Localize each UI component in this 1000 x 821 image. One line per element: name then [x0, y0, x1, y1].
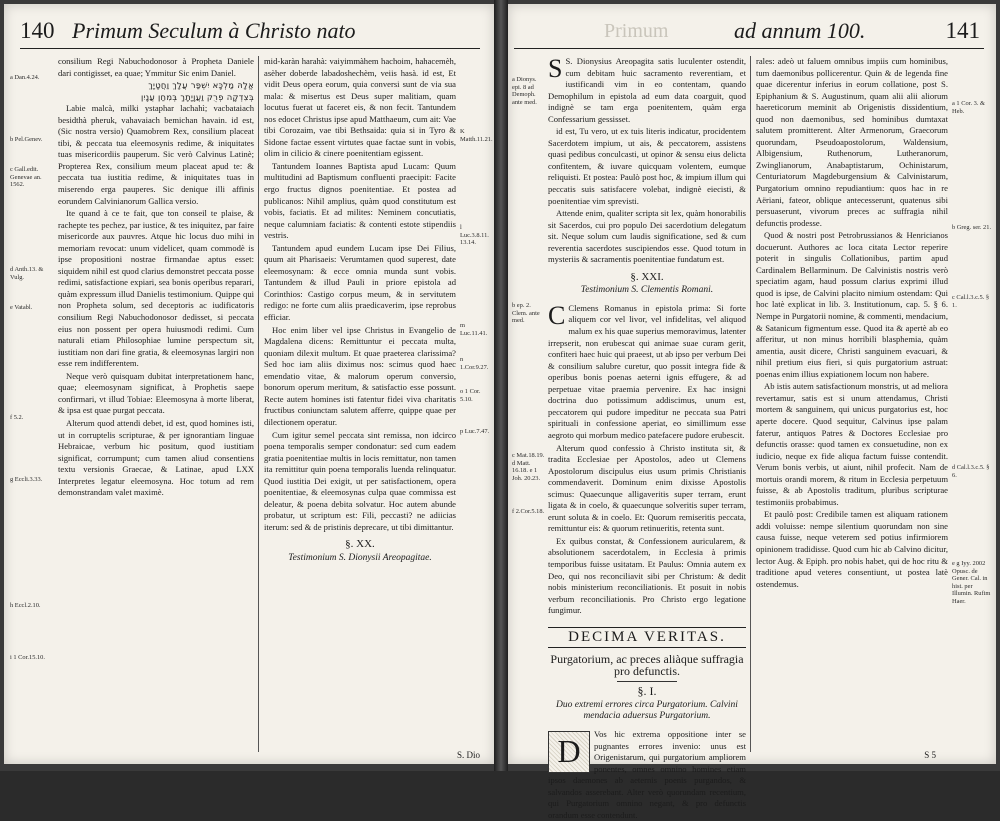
paragraph: Ab istis autem satisfactionum monstris, ut ad meliora revertamur, satis est si unum attendamus, Christi mortem & sanguinem, qui unicus purgatorius est, hoc aperte docere. Quod sequitur, Calvinus ipse palam faterur, antiquos Patres & Doctores Ecclesiae pro defunctis orasse: quod tamen ex consuetudine, non ex iudicio, neque ex fide aliqua factum fuisse contendit. Verum bonis verbis, ut aiunt, nihil profecit. Nam de mortuis orandi morem, & ritum in Ecclesia perpetuum fuisse, & ab Apostolis traditum, pluribus scripturae testimoniis probabimus. [756, 381, 948, 507]
book-gutter [494, 0, 508, 771]
drop-cap: C [548, 300, 566, 330]
drop-cap: S [548, 54, 563, 83]
left-column-1 [58, 56, 254, 752]
left-margin-note: d Anth.13. & Vulg. [10, 266, 44, 281]
right-column-2 [756, 56, 948, 752]
right-margin-note: b ep. 2. Clem. ante med. [512, 302, 540, 325]
left-page-header [20, 18, 480, 48]
veritas-title: DECIMA VERITAS. [568, 628, 726, 645]
left-footer-catchword: S. Dio [456, 750, 480, 760]
left-inner-margin-note: K Matth.11.21. [460, 128, 493, 143]
right-margin-note: f 2.Cor.5.18. [512, 508, 545, 515]
paragraph: Et paulò post: Credibile tamen est aliquam rationem addi voluisse: nempe silentium quorundam non sine causa fuisse, neque veterem sed potius infirmiorem opinionem tradidisse. Quod cum hic ab Calvino dicitur, lector Aug. & Epiph. pro nobis habet, qui de hoc ritu & traditione apud veteres consentiunt, ut postea latè ostendemus. [756, 509, 948, 589]
left-margin-note: h Eccl.2.10. [10, 602, 41, 609]
section-title: Testimonium S. Dionysii Areopagitae. [288, 552, 432, 563]
paragraph: Hoc enim liber vel ipse Christus in Evangelio de Magdalena dicens: Remittuntur ei peccata multa, quoniam dilexit multum. Et quae praeterea clarissima? Sed hoc iam aliis diximus nos: scimus quod haec emendatio vitae, & malorum operum conversio, bonorum operum meritum, & satisfactio esse possunt. Recte autem homines isti fatentur fidei viva charitatis fructibus coniunctam salutem afferre, quippe quae per dilectionem operatur. [264, 324, 456, 427]
paragraph: Alterum quod confessio à Christo instituta sit, & tradita Ecclesiae per Apostolos, adeo ut Clemens Apostolorum discipulus eius usum primis Christianis commendaverit. Dominum enim dixisse Apostolis scimus: Quaecunque alligaveritis super terram, erunt ligata & in coelo, & quaecunque solveritis super terram, erunt soluta & in coelo. Et: Quorum remiseritis peccata, remittuntur eis: & quorum retinueritis, retenta sunt. [548, 442, 746, 534]
veritas-section-number: §. I. [637, 684, 657, 699]
left-inner-margin-note: n 1.Cor.9.27. [460, 356, 489, 371]
paragraph: id est, Tu vero, ut ex tuis literis indicatur, procidentem Sacerdotem impium, ut ais, & peccatorem, assistens quasi pedibus conculcasti, ut opinor & sensu eius delicta confitentem, & iuvare quicquam volentem, eumque reliquisti. Et postea: Paulò post hoc, & impium illum qui peccatis suis satisfacere volebat, indignè eiecisti, & poenitentiae vim sprevisti. [548, 126, 746, 206]
paragraph: Ite quand à ce te fait, que ton conseil te plaise, & rachepte tes pechez, par iustice, & tes iniquitez, par faire misericorde aux pauvres. Atque hic locus duo mihi in memoriam revocat: unum videlicet, quam commodè is ipse propositioni nostrae firmandae aptus esset: siquidem nihil est quod clarius demonstret peccata posse redimi, satisfactione expiari, sea bonis operibus reparari, quàm expressum illud Danielis testimonium. Quippe qui non Propheta solum, sed deceptoris ac iudificatoris consilium Regi Nabuchodonosor dedisset, si peccata eius non possent per opera huiusmodi redimi. Cum naturali etiam Philosophiae lumine perspectum sit, iustitiam non dari fine gratia, & eleemosynas largiri non esse rem indifferentem. [58, 208, 254, 369]
veritas-heading-box [548, 627, 746, 649]
left-margin-note: g Eccli.3.33. [10, 476, 43, 483]
right-header-rule [514, 48, 984, 49]
left-margin-note: b Pel.Genev. [10, 136, 43, 143]
left-inner-margin-note: p Luc.7.47. [460, 428, 490, 435]
paragraph: C Clemens Romanus in epistola prima: Si forte aliquem cor vel livor, vel infidelitas, vel aliquod malum ex his quae superius memoravimus, latenter irrepserit, non erubescat qui animae suae curam gerit, confiteri haec huic qui praeest, ut ab ipso per verbum Dei & consilium salubre curetur, quo possit integra fide & operibus bonis poenas aeterni ignis effugere, & ad perpetuae vitae praemia pervenire. Ex hac insigni doctrina duo potissimum addiscimus, unum est, peccatorem qui pudore impeditur ne peccata sua Patri spirituali in confessione aperiat, eo simillimum esse aegroto qui morbum medico patefacere pudore erubescit. [548, 300, 746, 440]
hebrew-line: בְּצִדְקָה פְרֻק וַעֲוָיָתָךְ בְּמִחַן עֲנָיִן [140, 91, 254, 102]
right-outer-margin-note: b Greg. ser. 21. [952, 224, 992, 231]
paragraph: Attende enim, qualiter scripta sit lex, quàm honorabilis sit Sacerdos, cui pro populo Dei sacerdotium delegatum sit. Neque solum cum laudis significatione, sed & cum reverentia sacerdotes suscipiendos esse. Quod totum in mysteriis & sacramentis poenitentiae fundatum est. [548, 208, 746, 265]
left-margin-note: e Vatabl. [10, 304, 33, 311]
right-margin-note: a Dionys. epi. 8 ad Demoph. ante med. [512, 76, 537, 106]
right-outer-margin-note: e g Iyy. 2002 Opusc. de Gener. Cal. in hist. per Illumin. Rufim Haer. [952, 560, 991, 605]
right-outer-margin-note: c Cal.l.3.c.5. § 1. [952, 294, 990, 309]
bleed-through-title: Primum [604, 20, 669, 42]
paragraph: Neque verò quisquam dubitat interpretationem hanc, quae; eleemosynam significat, à Prophetis saepe confirmari, vt illud Tobiae: Eleemosyna à morte liberat, & ipsa est quae purgat peccata. [58, 370, 254, 416]
right-page [508, 4, 996, 820]
section-number: §. XX. [345, 538, 375, 551]
left-header-rule [20, 48, 480, 49]
veritas-section-heading: Duo extremi errores circa Purgatorium. Calvini mendacia aduersus Purgatorium. [556, 699, 738, 722]
right-margin-note: c Mat.18.19. d Matt. 16.18. e 1 Joh. 20.23. [512, 452, 545, 482]
right-page-number: 141 [945, 18, 980, 43]
section-number: §. XXI. [630, 270, 664, 283]
right-column-rule [750, 56, 751, 752]
left-page [4, 4, 494, 764]
paragraph: Ex quibus constat, & Confessionem auricularem, & absolutionem sacerdotalem, in Ecclesia à primis temporibus fuisse usitatam. Et Paulus: Omnia autem ex Deo, qui nos reconciliavit sibi per Christum: & dedit nobis ministerium reconciliationis. Et posuit in nobis verbum reconciliationis. Pro Christo ergo legatione fungimur. [548, 535, 746, 616]
left-margin-note: a Dan.4.24. [10, 74, 40, 81]
paragraph: Labie malcà, milki ystaphar lachahì; vacbataiach besidthà pheruk, vahavaiach bemichan havain. id est, (Sic nostra versio) Quamobrem Rex, consilium placeat tibi, & peccata tua eleemosynis redime, & iniquitates tuas misericordiis pauperum. Sic verò Calvinus Latinè; Propterea Rex, consilium meum placeat apud te: & peccata tua iustitia redime, & iniquitates tuas in miserendo erga pauperes. Sic denique illi affinis eorundem Calvinianorum Gallica versio. [58, 103, 254, 206]
veritas-subtitle: Purgatorium, ac preces aliàque suffragia pro defunctis. [550, 652, 744, 678]
left-inner-margin-note: m Luc.11.41. [460, 322, 488, 337]
left-margin-note: c Gall.edit. Genevae an. 1562. [10, 166, 42, 189]
right-running-title: ad annum 100. [734, 18, 866, 43]
left-margin-note: f 5.2. [10, 414, 24, 421]
paragraph: Alterum quod attendi debet, id est, quod homines isti, ut in corruptelis scripturae, & per ignorantiam linguae Hebraicae, verbum hic positum, quod iustitiam significat, corrumpunt; cum tamen aliud consentiens textu versionis Graecae, & Latinae, apud LXX Interpretes legatur eleemosyna. Hoc totum ad rem demonstrandam valet maximè. [58, 417, 254, 498]
paragraph: Tantundem apud eundem Lucam ipse Dei Filius, quum ait Pharisaeis: Verumtamen quod superest, date eleemosynam: & ecce omnia munda sunt vobis. Tantundem & illud Pauli in priore epistola ad Corinthios: Castigo corpus meum, & in servitutem redigo: ne forte cum aliis praedicaverim, ipse reprobus efficiar. [264, 242, 456, 323]
divider [617, 681, 677, 682]
left-inner-margin-note: o 1 Cor. 5.10. [460, 388, 481, 403]
left-page-number: 140 [20, 18, 55, 43]
ornamental-initial: D [548, 731, 590, 773]
left-running-title: Primum Seculum à Christo nato [72, 18, 356, 43]
paragraph: Tantundem Ioannes Baptista apud Lucam: Quum multitudini ad Baptismum confluenti praecipit: Facite ergo fructus dignos poenitentiae. Et postea ad publicanos: Nihil amplius, quàm quod constitutum est vobis, faciatis. Et ad milites: Neminem concutiatis, neque calumniam faciatis: & contenti estote stipendiis vestris. [264, 160, 456, 241]
paragraph: Quod & nostri post Petrobrussianos & Henricianos docuerunt. Authores ac loca citata Lector reperire poterit in singulis Collationibus, partim apud Cardinalem Bellarminum. De Calvinistis nostris verò speciatim agam, haud possum clarius exprimi illud quod is ipse, de Calvini placito nimium ostendam: Qui hoc latè explicat in lib. 3. Institutionum, cap. 5. § 6. Nempe in Purgatorii nomine, & commenti, mendacium, & Satanicum figmentum esse. Quod ita & apertè ab eo afferitur, ut non minus horribili blasphemia, quàm amentia, ausit dicere, Christi sanguinem evacuari, & nihil pretium eius fieri, si quis purgatorium astruat: poenas enim illius expiationem locum non habere. [756, 230, 948, 379]
paragraph: S S. Dionysius Areopagita satis luculenter ostendit, cum debitam huic sacramento reverentiam, et iustificandi vim in eo contentam, quando Demophilum in epistola ad eum data coarguit, quod indignè se tam erga poenitentem, quàm erga Confessarium gessisset. [548, 54, 746, 124]
section-title: Testimonium S. Clementis Romani. [580, 285, 714, 296]
right-page-header [734, 18, 984, 48]
left-column-2 [264, 56, 456, 752]
right-outer-margin-note: a 1 Cor. 3. & Heb. [952, 100, 986, 115]
hebrew-line: אֱלָהּ מַלְכָּא יִשְׁפַּר עֲלָךְ וַחֲטָיָךְ [148, 80, 254, 91]
paragraph: Cum igitur semel peccata sint remissa, non idcirco poena temporalis semper condonatur: sed cum eadem gratia poenitentiae multis in locis remittatur, non tamen ita remittitur quin poena temporalis luenda relinquatur. Quod iustitia Dei exigit, ut per satisfactionem, opera poenitentiae, & eleemosynas culpa quae commissa est deleatur, & poena debita solvatur. Hoc autem abunde probatur, ut scriptum est: Fili, peccasti? ne adiicias iterum: sed & de pristinis deprecare, ut tibi dimittantur. [264, 429, 456, 532]
right-footer-catchword: S 5 [924, 750, 936, 760]
left-column-rule [258, 56, 259, 752]
left-inner-margin-note: l Luc.3.8.11. 13.14. [460, 224, 489, 247]
paragraph: D Vos hic extrema oppositione inter se pugnantes errores invenio: unus est Origenistarum, qui purgatorium ampliorem ponentes, omnes omnino homines etiam ipsos daemones ab aeternis poenis purgandos, & salvandos asserebant. Alter verò quorundam recentium, qui Purgatorium omnino negant, & pro defunctis orandum esse contendunt. [548, 728, 746, 820]
paragraph: rales: adeò ut faluem omnibus impiis cum hominibus, tum daemonibus pollicerentur. Quin & de legenda fine quae dicerentur inferius in eorum collatione, post S. Epiphanium & S. Augustinum, quam alii alii aliorum haereticorum meminit ab Origenistis dissidentium, quod non daemonibus, sed hominibus dumtaxat salutem promitterent. Alter Armenorum, Graecorum quorundam, Pseudoapostolorum, Waldensium, Albigensium, Ruthenorum, Lutheranorum, Zwinglianorum, Anabaptistarum, Ochinistarum, Centuriatorum Magdeburgensium & Calvinistarum, Purgatorium omnino repudiantium: quos hac in re Aëriani, fateor, oblique antecesserunt, quatenus sibi persuaserunt, vivorum preces ac suffragia nihil defunctis prodesse. [756, 56, 948, 228]
right-column-1 [548, 54, 746, 820]
paragraph: consilium Regi Nabuchodonosor à Propheta Daniele dari contigisset, ea quae; Ymmitur Sic enim Daniel. [58, 56, 254, 78]
right-outer-margin-note: d Cal.l.3.c.5. § 6. [952, 464, 990, 479]
left-margin-note: i 1 Cor.15.10. [10, 654, 45, 661]
paragraph: mid-karàn harahà: vaiyimmàhem hachoim, hahacemèh, asèher doberde labadoshechèm, veiis hasà. id est, Et vidit Deus opera eorum, quia conversi sunt de via sua mala: & misertus est Deus super malitiam, quam locutus fuerat ut faceret eis, & non fecit. Tantundem nos edocet Christus ipse apud Matthaeum, cum ait: Vae tibi Corozaim, vae tibi Bethsaida: quia si in Tyro & Sidone factae essent virtutes quae factae sunt in vobis, olim in cilicio & cinere poenitentiam egissent. [264, 56, 456, 159]
